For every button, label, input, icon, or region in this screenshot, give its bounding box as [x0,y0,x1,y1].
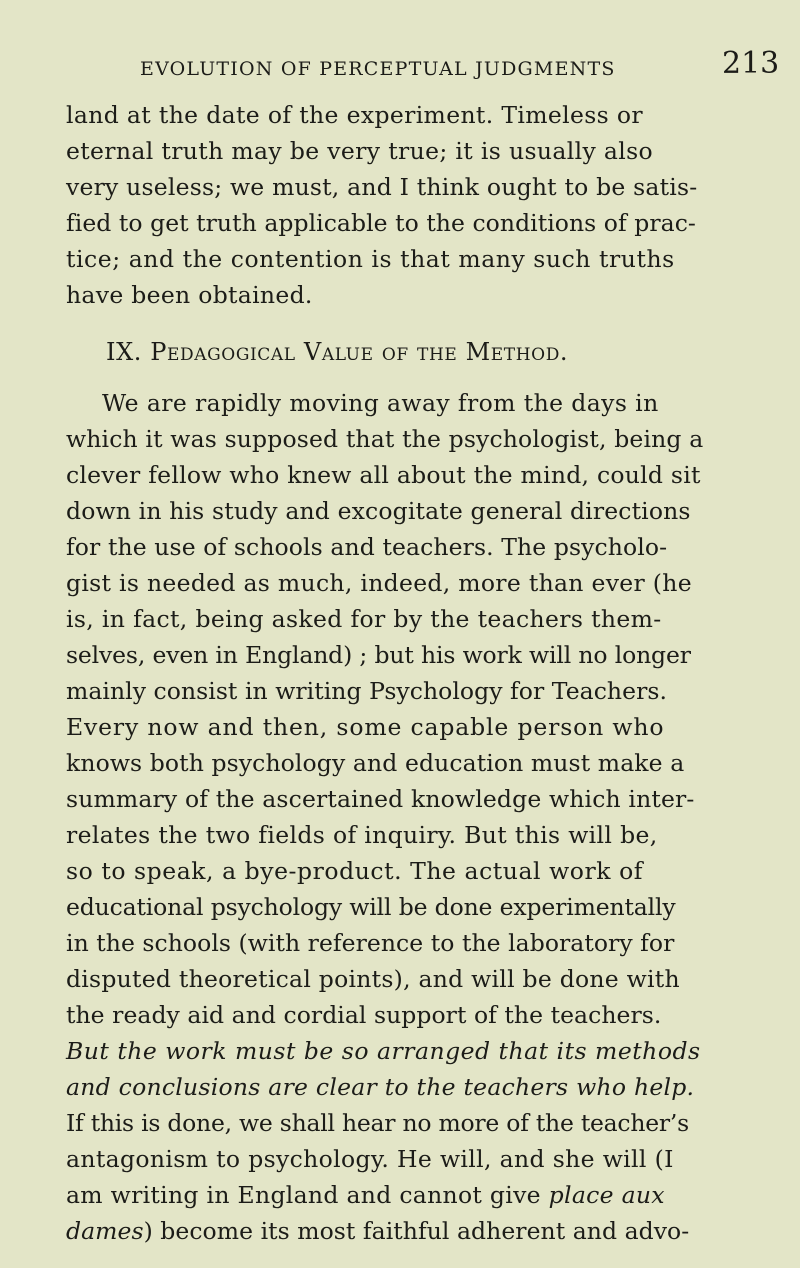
text-segment: am writing in England and cannot give [66,1181,541,1209]
text-line: the ready aid and cordial support of the teachers. [66,1001,662,1029]
text-line: for the use of schools and teachers. The psycholo- [66,533,668,561]
text-line: tice; and the contention is that many such truths [66,245,675,273]
page-number: 213 [722,46,780,81]
text-line: Every now and then, some capable person who [66,713,665,741]
text-line: mainly consist in writing Psychology for Teachers. [66,677,667,705]
text-line: antagonism to psychology. He will, and she will (I [66,1145,674,1173]
text-line: which it was supposed that the psychologist, being a [66,425,704,453]
text-line: eternal truth may be very true; it is usually also [66,137,654,165]
text-line: so to speak, a bye-product. The actual work of [66,857,644,885]
italic-text-line: But the work must be so arranged that its methods [66,1037,701,1065]
text-line: knows both psychology and education must make a [66,749,685,777]
text-line: selves, even in England) ; but his work will no longer [66,641,691,669]
text-line: land at the date of the experiment. Timeless or [66,101,643,129]
section-heading [106,338,568,366]
text-line: If this is done, we shall hear no more of the teacher’s [66,1109,689,1137]
text-line: have been obtained. [66,281,313,309]
text-line: disputed theoretical points), and will be done with [66,965,680,993]
text-line: in the schools (with reference to the laboratory for [66,929,675,957]
text-line: fied to get truth applicable to the conditions of prac- [66,209,696,237]
text-line: educational psychology will be done experimentally [66,893,676,921]
text-line: gist is needed as much, indeed, more than ever (he [66,569,692,597]
text-line: down in his study and excogitate general directions [66,497,691,525]
text-line: relates the two fields of inquiry. But this will be, [66,821,658,849]
running-head: EVOLUTION OF PERCEPTUAL JUDGMENTS [140,58,616,80]
text-line: We are rapidly moving away from the days in [102,389,659,417]
section-title: Pedagogical Value of the Method. [150,338,569,366]
text-line: very useless; we must, and I think ought to be satis- [66,173,698,201]
text-line: clever fellow who knew all about the mind, could sit [66,461,701,489]
text-line [66,1217,690,1245]
text-segment: ) become its most faithful adherent and advo- [143,1217,690,1245]
text-line [66,1181,665,1209]
italic-phrase: place aux [548,1181,665,1209]
text-line: summary of the ascertained knowledge which inter- [66,785,695,813]
section-numeral: IX. [106,338,142,366]
italic-text-line: and conclusions are clear to the teachers who help. [66,1073,695,1101]
italic-phrase: dames [66,1217,144,1245]
text-line: is, in fact, being asked for by the teachers them- [66,605,662,633]
